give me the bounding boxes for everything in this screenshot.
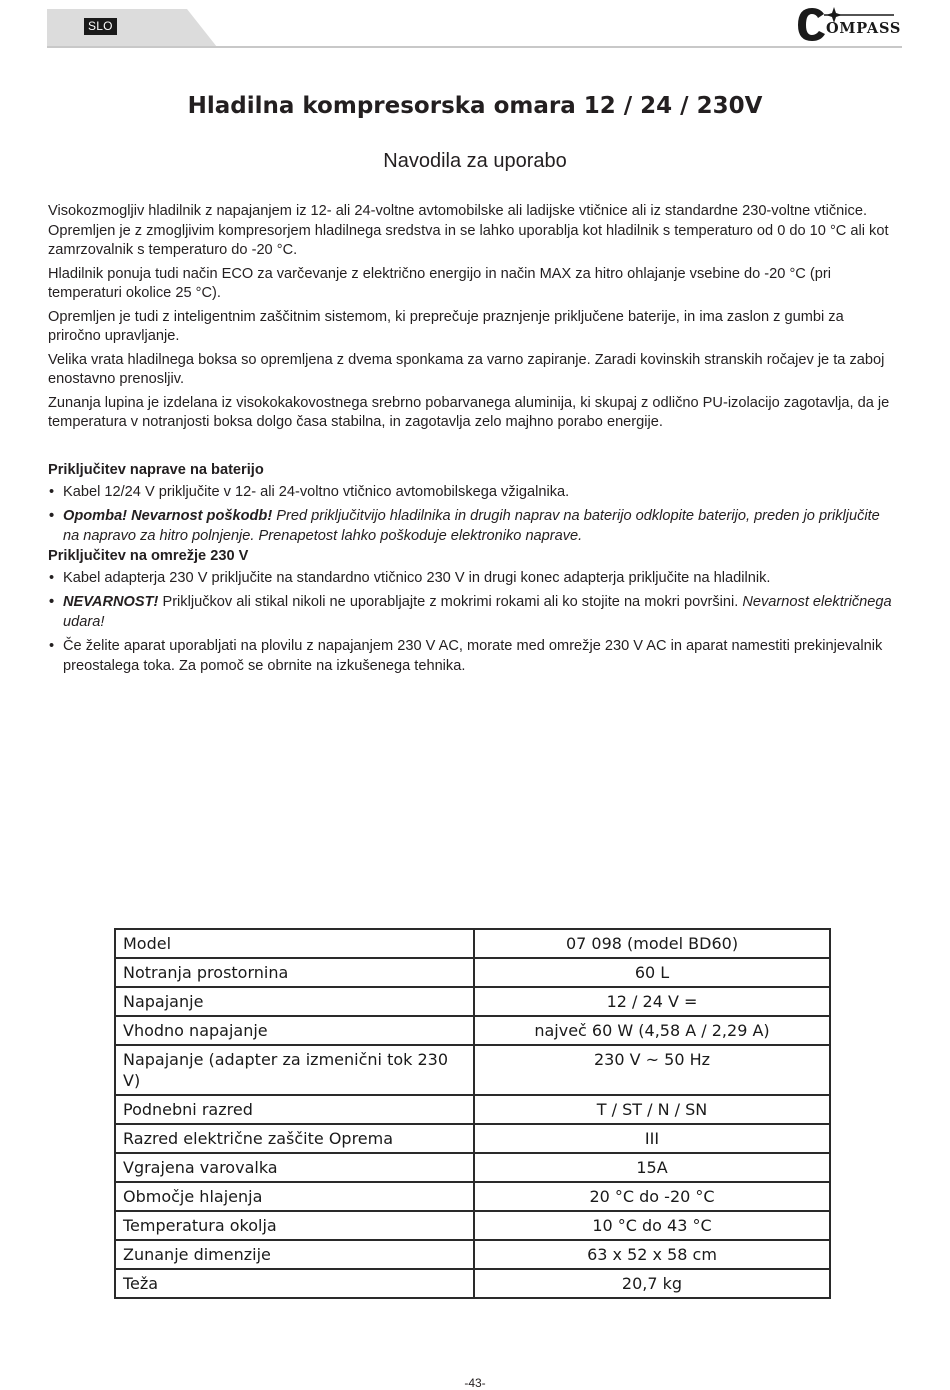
table-row — [115, 1095, 830, 1124]
intro-paragraph: Hladilnik ponuja tudi način ECO za varčevanje z električno energijo in način MAX za hitro ohlajanje vsebine do -20 °C (pri temperaturi okolice 25 °C). — [48, 265, 831, 301]
bullet-icon: • — [49, 638, 55, 654]
language-badge: SLO — [84, 18, 117, 35]
table-row — [115, 987, 830, 1016]
spec-label: Napajanje — [115, 987, 474, 1016]
table-row — [115, 958, 830, 987]
spec-value: 15A — [474, 1153, 830, 1182]
table-row — [115, 1124, 830, 1153]
intro-paragraph: Velika vrata hladilnega boksa so opremljena z dvema sponkama za varno zapiranje. Zaradi kovinskih stranskih ročajev je ta zaboj enostavno prenosljiv. — [48, 351, 885, 387]
mains-heading: Priključitev na omrežje 230 V — [48, 548, 249, 564]
bullet-icon: • — [49, 483, 55, 500]
mains-danger-text: Priključkov ali stikal nikoli ne uporabljajte z mokrimi rokami ali ko stojite na mokri površini. — [158, 594, 743, 610]
table-row — [115, 929, 830, 958]
spec-value: 12 / 24 V = — [474, 987, 830, 1016]
mains-rcd-text: Če želite aparat uporabljati na plovilu z napajanjem 230 V AC, morate med omrežje 230 V AC in aparat namestiti prekinjevalnik preostalega toka. Za pomoč se obrnite na izkušenega tehnika. — [63, 638, 883, 674]
logo-wordmark: OMPASS — [826, 20, 902, 37]
spec-value: 20 °C do -20 °C — [474, 1182, 830, 1211]
battery-note — [48, 507, 892, 546]
mains-bullet-text: Kabel adapterja 230 V priključite na standardno vtičnico 230 V in drugi konec adapterja priključite na hladilnik. — [63, 569, 771, 586]
spec-label: Podnebni razred — [115, 1095, 474, 1124]
spec-label: Zunanje dimenzije — [115, 1240, 474, 1269]
battery-bullet — [48, 483, 892, 503]
battery-bullet-text: Kabel 12/24 V priključite v 12- ali 24-voltno vtičnico avtomobilskega vžigalnika. — [63, 483, 570, 500]
spec-value: 10 °C do 43 °C — [474, 1211, 830, 1240]
mains-danger-label: NEVARNOST! — [63, 594, 159, 610]
table-row — [115, 1240, 830, 1269]
table-row — [115, 1016, 830, 1045]
spec-value: 60 L — [474, 958, 830, 987]
table-row — [115, 1211, 830, 1240]
bullet-icon: • — [49, 508, 55, 524]
intro-paragraph: Zunanja lupina je izdelana iz visokokakovostnega srebrno pobarvanega aluminija, ki skupaj z odlično PU-izolacijo zagotavlja, da je temperatura v notranjosti boksa dolgo časa stabilna, in zagotavlja zelo majhno porabo energije. — [48, 394, 890, 430]
spec-label: Razred električne zaščite Oprema — [115, 1124, 474, 1153]
document-subtitle: Navodila za uporabo — [383, 150, 567, 172]
bullet-icon: • — [49, 569, 55, 586]
table-row — [115, 1269, 830, 1298]
spec-label: Temperatura okolja — [115, 1211, 474, 1240]
bullet-icon: • — [49, 594, 55, 610]
battery-section — [48, 461, 892, 551]
spec-value: 63 x 52 x 58 cm — [474, 1240, 830, 1269]
battery-note-label: Opomba! Nevarnost poškodb! — [63, 508, 273, 524]
spec-label: Vhodno napajanje — [115, 1016, 474, 1045]
mains-danger — [48, 593, 892, 632]
intro-paragraph: Opremljen je tudi z inteligentnim zaščitnim sistemom, ki preprečuje praznjenje priključene baterije, in ima zaslon z gumbi za priročno upravljanje. — [48, 308, 844, 344]
mains-bullet — [48, 569, 892, 589]
header-band — [47, 9, 217, 47]
intro-section — [48, 202, 892, 437]
spec-value: 20,7 kg — [474, 1269, 830, 1298]
battery-note-text: Pred priključitvijo hladilnika in drugih naprav na baterijo odklopite baterijo, preden jo priključite na napravo za hitro polnjenje. Prenapetost lahko poškoduje elektroniko naprave. — [63, 508, 880, 544]
spec-label: Napajanje (adapter za izmenični tok 230 V) — [115, 1045, 474, 1095]
spec-label: Notranja prostornina — [115, 958, 474, 987]
table-row — [115, 1182, 830, 1211]
spec-value: največ 60 W (4,58 A / 2,29 A) — [474, 1016, 830, 1045]
spec-label: Vgrajena varovalka — [115, 1153, 474, 1182]
spec-label: Teža — [115, 1269, 474, 1298]
header-rule — [47, 46, 902, 48]
spec-value: T / ST / N / SN — [474, 1095, 830, 1124]
spec-value: III — [474, 1124, 830, 1153]
table-row — [115, 1153, 830, 1182]
table-row — [115, 1045, 830, 1095]
spec-label: Model — [115, 929, 474, 958]
spec-table — [114, 928, 831, 1299]
mains-danger-italic: Nevarnost električnega udara! — [63, 594, 892, 630]
intro-paragraph: Visokozmogljiv hladilnik z napajanjem iz 12- ali 24-voltne avtomobilske ali ladijske vtičnice ali iz standardne 230-voltne vtičnice. Opremljen je z zmogljivim kompresorjem hladilnega sredstva in se lahko uporablja kot hladilnik s temperaturo od 0 do 10 °C ali kot zamrzovalnik s temperaturo do -20 °C. — [48, 203, 889, 258]
spec-value: 230 V ~ 50 Hz — [474, 1045, 830, 1095]
mains-section — [48, 547, 892, 681]
spec-value: 07 098 (model BD60) — [474, 929, 830, 958]
document-title: Hladilna kompresorska omara 12 / 24 / 230V — [187, 93, 763, 119]
spec-label: Območje hlajenja — [115, 1182, 474, 1211]
mains-bullet — [48, 637, 892, 676]
battery-heading: Priključitev naprave na baterijo — [48, 462, 264, 478]
page-number: -43- — [464, 1376, 486, 1390]
